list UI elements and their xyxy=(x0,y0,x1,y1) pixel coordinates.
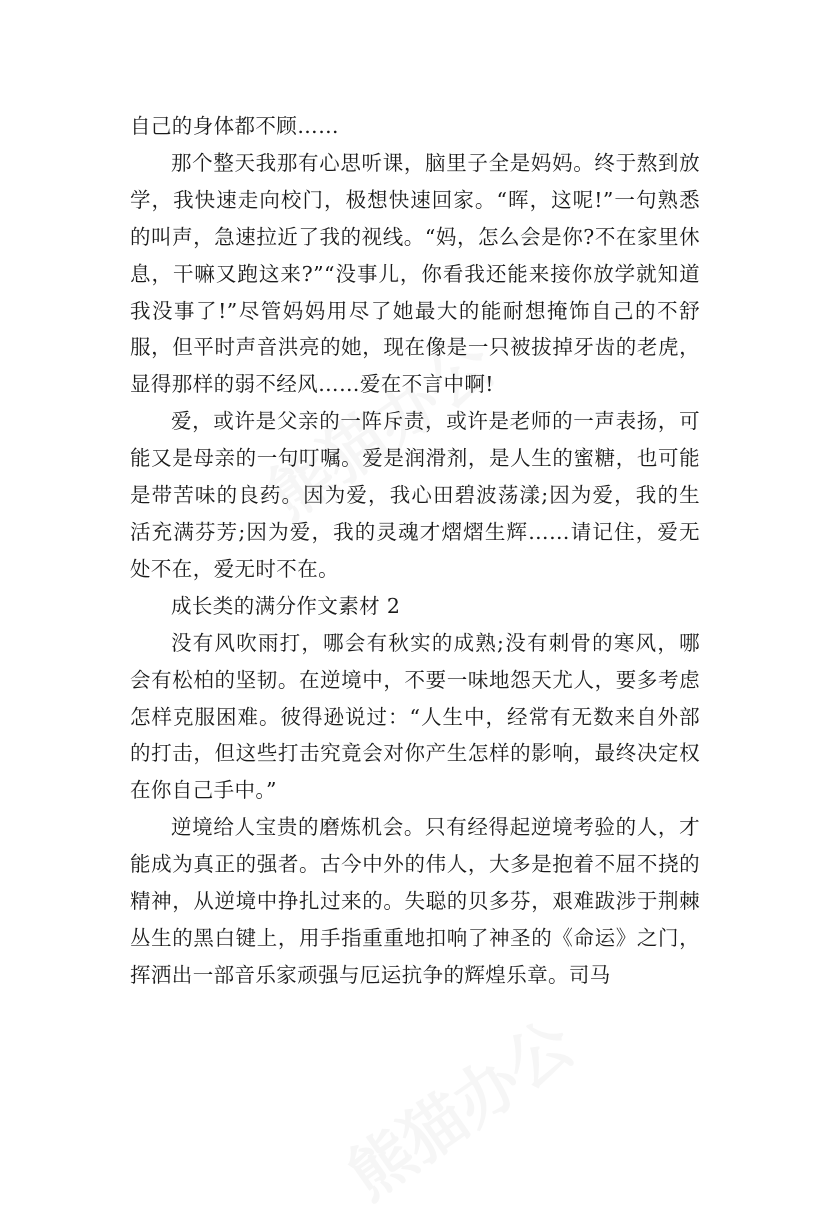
paragraph-continuation: 自己的身体都不顾…… xyxy=(130,114,339,138)
paragraph-mother-pickup: 那个整天我那有心思听课，脑里子全是妈妈。终于熬到放学，我快速走向校门，极想快速回家。“晖，这呢!”一句熟悉的叫声，急速拉近了我的视线。“妈，怎么会是你?不在家里休息，干嘛又跑这来?”“没事儿，你看我还能来接你放学就知道我没事了!”尽管妈妈用尽了她最大的能耐想掩饰自己的不舒服，但平时声音洪亮的她，现在像是一只被拔掉牙齿的老虎，显得那样的弱不经风……爱在不言中啊! xyxy=(130,150,700,397)
paragraph-adversity: 没有风吹雨打，哪会有秋实的成熟;没有刺骨的寒风，哪会有松柏的坚韧。在逆境中，不要一味地怨天尤人，要多考虑怎样克服困难。彼得逊说过：“人生中，经常有无数来自外部的打击，但这些打击究竟会对你产生怎样的影响，最终决定权在你自己手中。” xyxy=(130,630,700,803)
section-heading: 成长类的满分作文素材 2 xyxy=(171,593,401,618)
paragraph-beethoven: 逆境给人宝贵的磨炼机会。只有经得起逆境考验的人，才能成为真正的强者。古今中外的伟人，大多是抱着不屈不挠的精神，从逆境中挣扎过来的。失聪的贝多芬，艰难跋涉于荆棘丛生的黑白键上，用手指重重地扣响了神圣的《命运》之门，挥洒出一部音乐家顽强与厄运抗争的辉煌乐章。司马 xyxy=(130,815,700,987)
document-page xyxy=(130,108,700,994)
watermark xyxy=(327,995,589,1217)
paragraph-love: 爱，或许是父亲的一阵斥责，或许是老师的一声表扬，可能又是母亲的一句叮嘱。爱是润滑剂，是人生的蜜糖，也可能是带苦味的良药。因为爱，我心田碧波荡漾;因为爱，我的生活充满芬芳;因为爱，我的灵魂才熠熠生辉……请记住，爱无处不在，爱无时不在。 xyxy=(130,409,700,581)
